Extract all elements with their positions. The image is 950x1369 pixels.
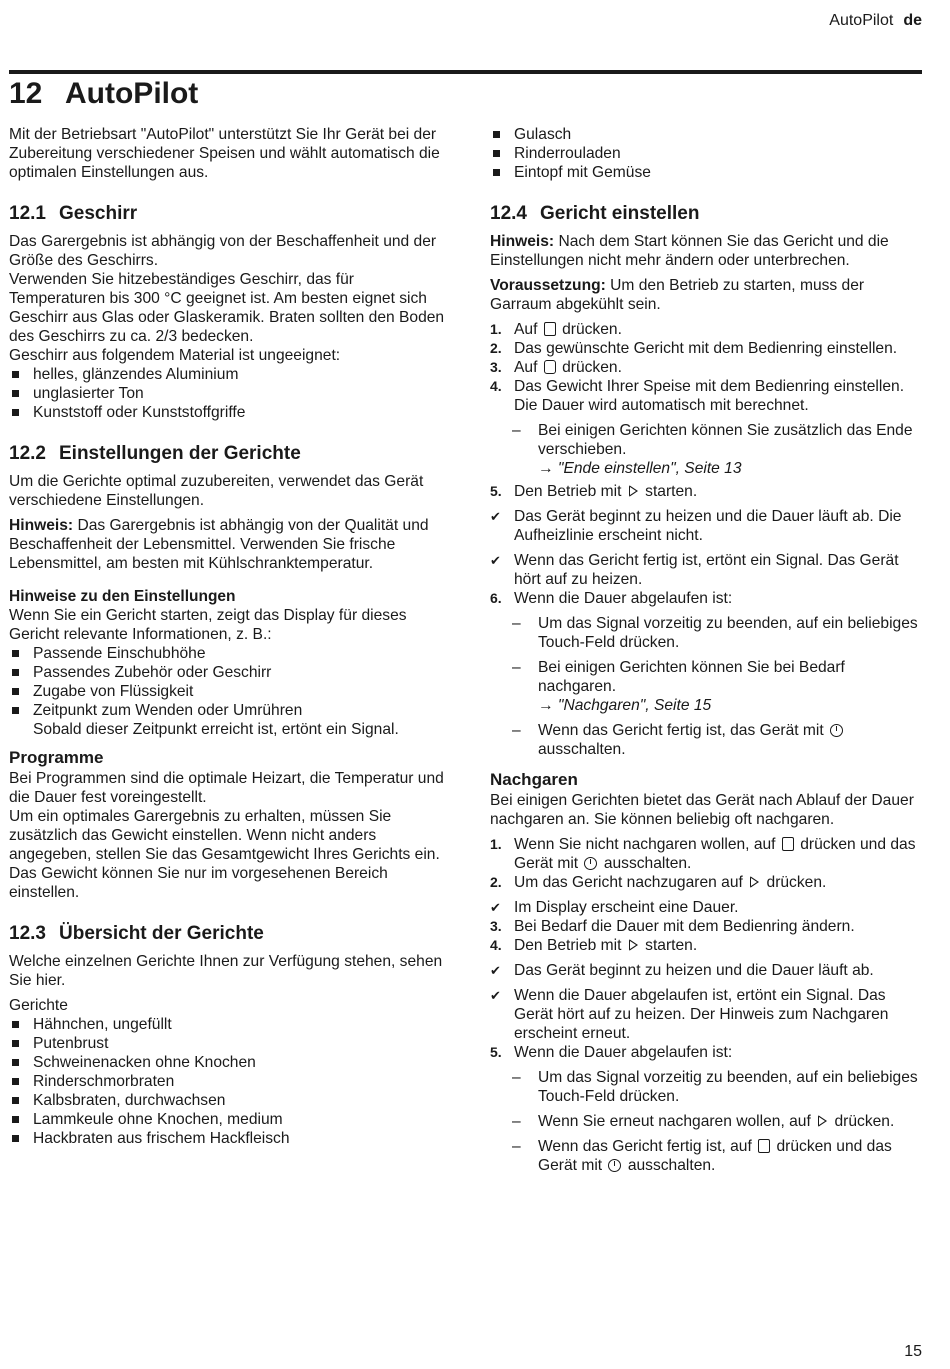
nachgaren-heading: Nachgaren	[490, 770, 578, 789]
programme-text: Bei Programmen sind die optimale Heizart, die Temperatur und die Dauer fest voreingestellt. Um ein optimales Garergebnis zu erhalten, müssen Sie zusätzlich das Gewicht einstellen. Wenn nicht anders angegeben, stellen Sie das Gesamtgewicht Ihres Gerichts ein. Das Gewicht können Sie nur im vorgesehenen Bereich einstellen.	[9, 770, 444, 901]
dishes-label: Gerichte	[9, 997, 68, 1014]
nachgaren-intro: Bei einigen Gerichten bietet das Gerät nach Ablauf der Dauer nachgaren an. Sie können beliebig oft nachgaren.	[490, 792, 914, 828]
reference-link: → "Ende einstellen", Seite 13	[538, 460, 742, 477]
play-icon	[750, 876, 759, 888]
dishes-list	[9, 1015, 445, 1148]
list-item: unglasierter Ton	[9, 384, 445, 403]
result-check: ✔ Das Gerät beginnt zu heizen und die Dauer läuft ab.	[490, 961, 922, 980]
nachgaren-steps-final	[490, 1043, 922, 1062]
programme-heading: Programme	[9, 748, 104, 767]
list-item: Rinderrouladen	[490, 144, 922, 163]
setup-steps-final	[490, 589, 922, 608]
section-12-3-intro: Welche einzelnen Gerichte Ihnen zur Verfügung stehen, sehen Sie hier.	[9, 953, 443, 989]
list-item: Eintopf mit Gemüse	[490, 163, 922, 182]
chapter-heading: AutoPilot	[65, 77, 199, 110]
step-5: 5. Den Betrieb mit starten.	[490, 483, 698, 500]
step-4: 4. Das Gewicht Ihrer Speise mit dem Bedienring einstellen. Die Dauer wird automatisch mit berechnet.	[490, 378, 905, 414]
list-item: Passende Einschubhöhe	[9, 644, 445, 663]
step-2: 2. Das gewünschte Gericht mit dem Bedienring einstellen.	[490, 340, 898, 357]
substep: – Um das Signal vorzeitig zu beenden, auf ein beliebiges Touch-Feld drücken.	[490, 614, 922, 652]
list-item: Zeitpunkt zum Wenden oder Umrühren Sobald dieser Zeitpunkt erreicht ist, ertönt ein Signal.	[9, 701, 445, 739]
section-12-4-note: Hinweis: Nach dem Start können Sie das Gericht und die Einstellungen nicht mehr ändern oder unterbrechen.	[490, 233, 889, 269]
header-rule	[9, 70, 922, 74]
settings-hints-list	[9, 644, 445, 739]
list-item: Kalbsbraten, durchwachsen	[9, 1091, 445, 1110]
setup-steps-continued	[490, 482, 922, 501]
play-icon	[818, 1115, 827, 1127]
header-language: de	[903, 12, 922, 29]
section-12-2-note: Hinweis: Das Garergebnis ist abhängig von der Qualität und Beschaffenheit der Lebensmittel. Verwenden Sie frische Lebensmittel, am besten mit Kühlschranktemperatur.	[9, 517, 429, 572]
play-icon	[629, 485, 638, 497]
power-icon	[830, 724, 843, 737]
dishes-list-continued	[490, 125, 922, 182]
list-item: Kunststoff oder Kunststoffgriffe	[9, 403, 445, 422]
nachgaren-steps	[490, 835, 922, 892]
substep: – Wenn das Gericht fertig ist, auf drücken und das Gerät mit ausschalten.	[490, 1137, 922, 1175]
step-4-substeps	[490, 421, 922, 478]
setup-steps	[490, 320, 922, 415]
section-12-2-intro: Um die Gerichte optimal zuzubereiten, verwendet das Gerät verschiedene Einstellungen.	[9, 473, 424, 509]
list-item: Rinderschmorbraten	[9, 1072, 445, 1091]
step-5: 5. Wenn die Dauer abgelaufen ist:	[490, 1044, 733, 1061]
section-12-3-heading: 12.3 Übersicht der Gerichte	[9, 923, 264, 944]
unsuitable-material-list	[9, 365, 445, 422]
result-check: ✔ Das Gerät beginnt zu heizen und die Dauer läuft ab. Die Aufheizlinie erscheint nicht.	[490, 507, 922, 545]
play-icon	[629, 939, 638, 951]
power-icon	[608, 1159, 621, 1172]
list-item: Lammkeule ohne Knochen, medium	[9, 1110, 445, 1129]
chapter-title	[9, 77, 198, 111]
list-item: Gulasch	[490, 125, 922, 144]
section-12-4-heading: 12.4 Gericht einstellen	[490, 203, 700, 224]
list-item: Passendes Zubehör oder Geschirr	[9, 663, 445, 682]
header-title: AutoPilot	[829, 12, 894, 29]
page-number: 15	[904, 1343, 922, 1360]
weight-icon	[544, 360, 556, 374]
section-12-1-heading: 12.1 Geschirr	[9, 203, 138, 224]
substep: – Um das Signal vorzeitig zu beenden, auf ein beliebiges Touch-Feld drücken.	[490, 1068, 922, 1106]
list-item: Putenbrust	[9, 1034, 445, 1053]
substep: – Wenn Sie erneut nachgaren wollen, auf drücken.	[490, 1112, 922, 1131]
settings-hints-text: Wenn Sie ein Gericht starten, zeigt das Display für dieses Gericht relevante Informationen, z. B.:	[9, 607, 407, 643]
substep: – Bei einigen Gerichten können Sie zusätzlich das Ende verschieben. → "Ende einstellen", Seite 13	[490, 421, 922, 478]
step-6: 6. Wenn die Dauer abgelaufen ist:	[490, 590, 733, 607]
nachgaren-substeps	[490, 1068, 922, 1175]
list-item: Zugabe von Flüssigkeit	[9, 682, 445, 701]
dishes-icon	[782, 837, 794, 851]
chapter-number: 12	[9, 77, 43, 110]
page-header	[829, 12, 922, 30]
step-2: 2. Um das Gericht nachzugaren auf drücken.	[490, 874, 827, 891]
section-12-4-prerequisite: Voraussetzung: Um den Betrieb zu starten, muss der Garraum abgekühlt sein.	[490, 277, 865, 313]
result-check: ✔ Wenn das Gericht fertig ist, ertönt ein Signal. Das Gerät hört auf zu heizen.	[490, 551, 922, 589]
left-column	[9, 125, 445, 1148]
substep: – Wenn das Gericht fertig ist, das Gerät mit ausschalten.	[490, 721, 922, 759]
step-3: 3. Bei Bedarf die Dauer mit dem Bedienring ändern.	[490, 918, 855, 935]
nachgaren-steps-continued	[490, 917, 922, 955]
step-3: 3. Auf drücken.	[490, 359, 622, 376]
result-check: ✔ Wenn die Dauer abgelaufen ist, ertönt ein Signal. Das Gerät hört auf zu heizen. Der Hinweis zum Nachgaren erscheint erneut.	[490, 986, 922, 1043]
substep: – Bei einigen Gerichten können Sie bei Bedarf nachgaren. → "Nachgaren", Seite 15	[490, 658, 922, 715]
list-item: Schweinenacken ohne Knochen	[9, 1053, 445, 1072]
right-column	[490, 125, 922, 1175]
section-12-1-text: Das Garergebnis ist abhängig von der Beschaffenheit und der Größe des Geschirrs. Verwenden Sie hitzebeständiges Geschirr, das für Temperaturen bis 300 °C geeignet ist. Am besten eignet sich Geschirr aus Glas oder Glaskeramik. Braten sollten den Boden des Geschirrs zu ca. 2/3 bedecken. Geschirr aus folgendem Material ist ungeeignet:	[9, 233, 445, 364]
result-check: ✔ Im Display erscheint eine Dauer.	[490, 898, 922, 917]
dishes-icon	[544, 322, 556, 336]
power-icon	[584, 857, 597, 870]
step-6-substeps	[490, 614, 922, 759]
dishes-icon	[758, 1139, 770, 1153]
step-4: 4. Den Betrieb mit starten.	[490, 937, 698, 954]
step-1: 1. Wenn Sie nicht nachgaren wollen, auf drücken und das Gerät mit ausschalten.	[490, 836, 916, 872]
reference-link: → "Nachgaren", Seite 15	[538, 697, 712, 714]
list-item: helles, glänzendes Aluminium	[9, 365, 445, 384]
list-item: Hackbraten aus frischem Hackfleisch	[9, 1129, 445, 1148]
list-item: Hähnchen, ungefüllt	[9, 1015, 445, 1034]
settings-hints-heading: Hinweise zu den Einstellungen	[9, 588, 236, 605]
step-1: 1. Auf drücken.	[490, 321, 622, 338]
section-12-2-heading: 12.2 Einstellungen der Gerichte	[9, 443, 301, 464]
intro-paragraph: Mit der Betriebsart "AutoPilot" unterstützt Sie Ihr Gerät bei der Zubereitung verschiedener Speisen und wählt automatisch die optimalen Einstellungen aus.	[9, 126, 440, 181]
